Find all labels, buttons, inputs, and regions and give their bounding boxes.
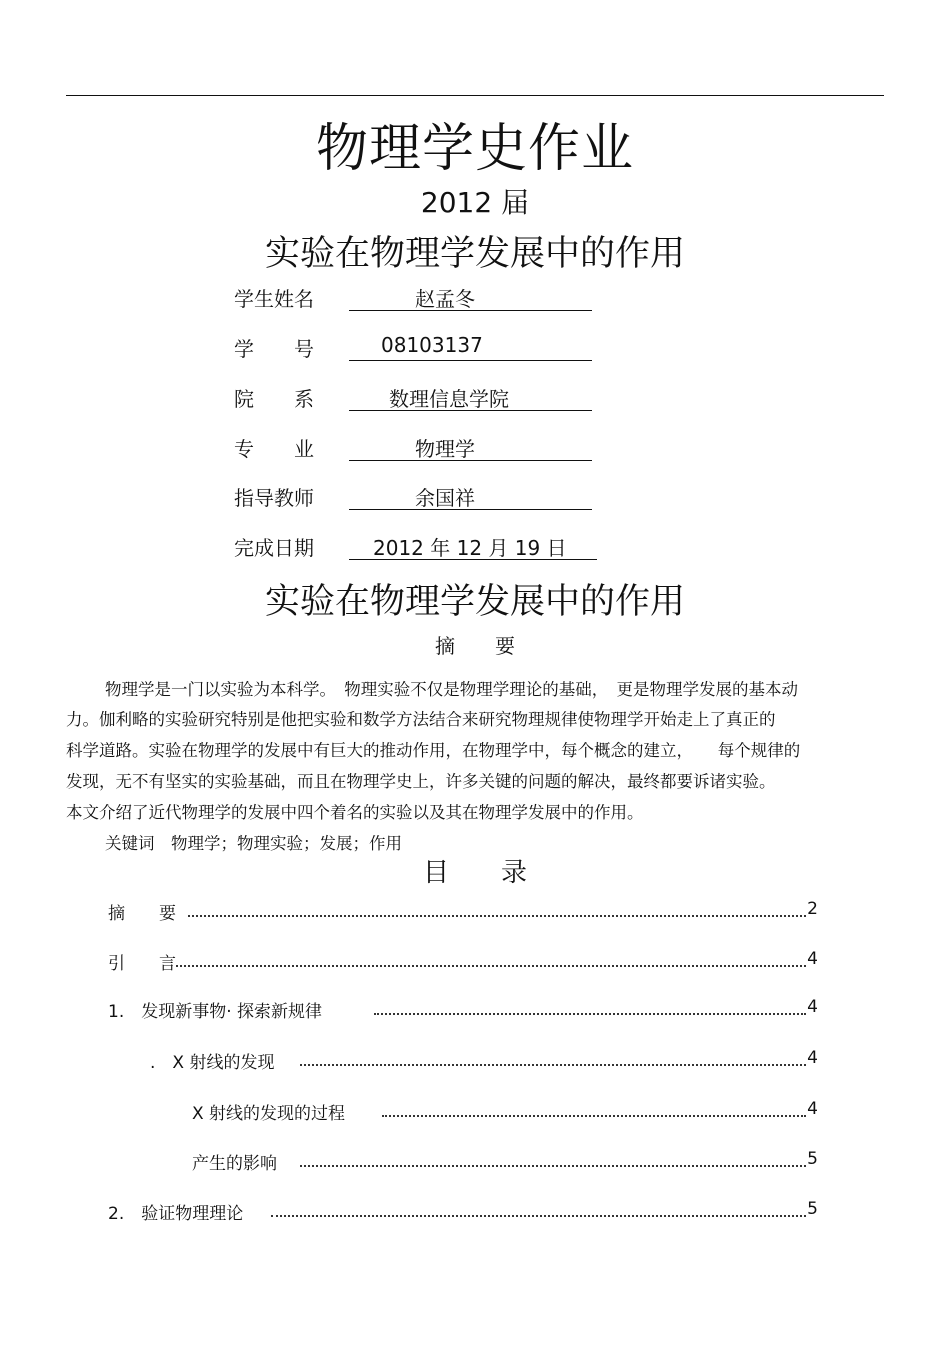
- main-title: 物理学史作业: [315, 119, 634, 179]
- keywords: 关键词 物理学；物理实验；发展；作用: [105, 834, 402, 853]
- info-value-id: 08103137: [381, 333, 483, 357]
- toc-heading: 目 录: [422, 858, 527, 888]
- toc-entry[interactable]: [108, 997, 818, 1022]
- toc-entry-page: 4: [807, 1099, 818, 1119]
- toc-entry-title: 2. 验证物理理论: [108, 1204, 244, 1224]
- info-value-advisor: 余国祥: [415, 486, 475, 510]
- toc-entry-title: 引 言: [108, 954, 176, 974]
- info-value-name: 赵孟冬: [415, 287, 475, 311]
- info-field-advisor: [349, 482, 592, 510]
- toc-entry-page: 5: [807, 1199, 818, 1219]
- abstract-line: 科学道路。实验在物理学的发展中有巨大的推动作用，在物理学中，每个概念的建立， 每个规律的: [66, 741, 801, 760]
- info-label-id: 学 号: [234, 337, 314, 361]
- abstract-line: 发现，无不有坚实的实验基础，而且在物理学史上，许多关键的问题的解决，最终都要诉诸实验。: [66, 772, 776, 791]
- toc-leader: [188, 899, 806, 917]
- toc-entry-title: X 射线的发现的过程: [192, 1104, 346, 1124]
- info-value-major: 物理学: [415, 437, 475, 461]
- toc-entry[interactable]: [108, 1199, 818, 1224]
- toc-entry[interactable]: [108, 899, 818, 924]
- toc-entry-title: 产生的影响: [192, 1154, 277, 1174]
- toc-entry-page: 4: [807, 949, 818, 969]
- toc-entry-title: 摘 要: [108, 904, 176, 924]
- toc-entry[interactable]: [192, 1149, 818, 1174]
- info-field-name: [349, 283, 592, 311]
- info-label-major: 专 业: [234, 437, 314, 461]
- info-value-dept: 数理信息学院: [389, 387, 509, 411]
- toc-entry[interactable]: [108, 949, 818, 974]
- info-label-name: 学生姓名: [234, 287, 314, 311]
- toc-leader: [300, 1149, 806, 1167]
- abstract-line: 物理学是一门以实验为本科学。 物理实验不仅是物理学理论的基础， 更是物理学发展的基本动: [105, 680, 798, 699]
- info-label-advisor: 指导教师: [234, 486, 314, 510]
- info-field-major: [349, 433, 592, 461]
- toc-entry-title: . X 射线的发现: [150, 1053, 275, 1073]
- abstract-line: 本文介绍了近代物理学的发展中四个着名的实验以及其在物理学发展中的作用。: [66, 803, 644, 822]
- info-field-id: [349, 333, 592, 361]
- toc-entry-page: 4: [807, 1048, 818, 1068]
- info-label-dept: 院 系: [234, 387, 314, 411]
- info-label-date: 完成日期: [234, 536, 314, 560]
- toc-leader: [300, 1048, 806, 1066]
- toc-entry-title: 1. 发现新事物· 探索新规律: [108, 1002, 323, 1022]
- toc-entry-page: 2: [807, 899, 818, 919]
- toc-leader: [271, 1199, 806, 1217]
- toc-leader: [176, 949, 806, 967]
- year-label: 2012 届: [420, 186, 530, 219]
- toc-leader: [374, 997, 806, 1015]
- info-value-date: 2012 年 12 月 19 日: [373, 536, 567, 560]
- info-field-date: [349, 532, 597, 560]
- section-title: 实验在物理学发展中的作用: [264, 582, 685, 622]
- toc-entry[interactable]: [192, 1099, 818, 1124]
- toc-entry-page: 5: [807, 1149, 818, 1169]
- header-rule: [66, 95, 884, 96]
- abstract-heading: 摘 要: [435, 634, 515, 658]
- info-field-dept: [349, 383, 592, 411]
- abstract-line: 力。伽利略的实验研究特别是他把实验和数学方法结合来研究物理规律使物理学开始走上了真正的: [66, 710, 776, 729]
- thesis-title: 实验在物理学发展中的作用: [264, 234, 685, 274]
- toc-entry[interactable]: [150, 1048, 818, 1073]
- toc-entry-page: 4: [807, 997, 818, 1017]
- toc-leader: [382, 1099, 806, 1117]
